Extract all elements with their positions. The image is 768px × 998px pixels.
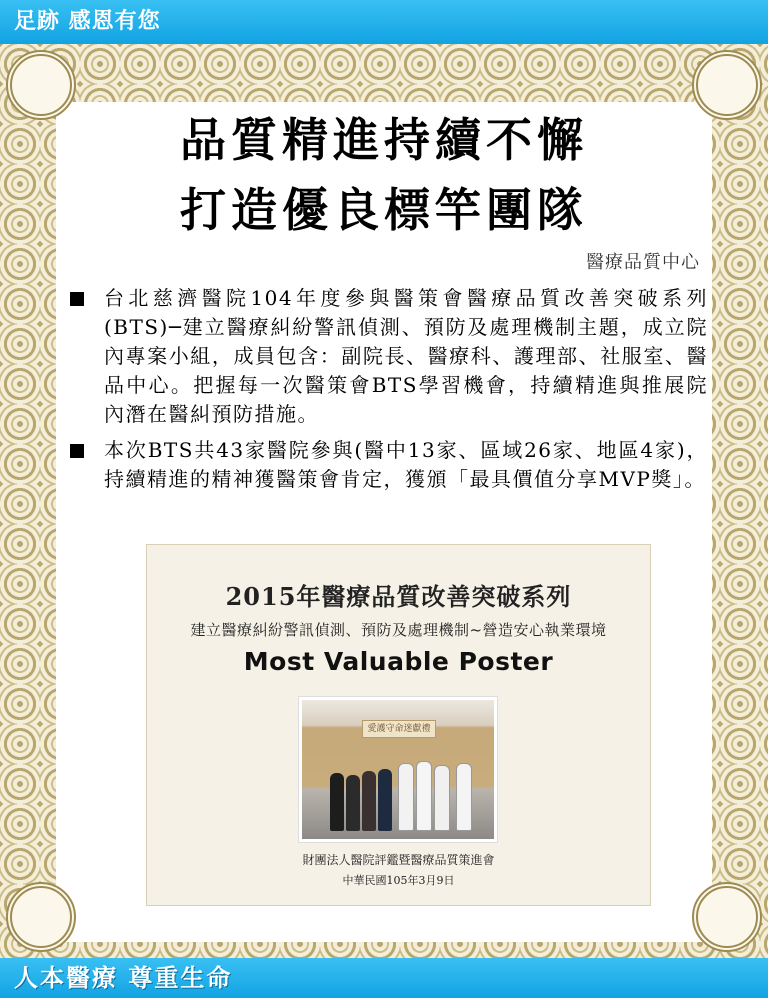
person-figure xyxy=(330,773,344,831)
group-photo-scene xyxy=(302,700,494,839)
certificate-title: 2015年醫療品質改善突破系列 xyxy=(225,582,572,611)
person-figure xyxy=(346,775,360,831)
person-figure xyxy=(398,763,414,831)
bullet-paragraph-2: 本次BTS共43家醫院參與(醫中13家、區域26家、地區4家)，持續精進的精神獲醫策會肯定，獲頒「最具價值分享MVP獎」。 xyxy=(104,438,708,491)
certificate-organization: 財團法人醫院評鑑暨醫療品質策進會 xyxy=(302,853,495,867)
header-slogan-bar xyxy=(0,0,768,44)
bullet-paragraph-1: 台北慈濟醫院104年度參與醫策會醫療品質改善突破系列(BTS)─建立醫療糾紛警訊偵測、預防及處理機制主題，成立院內專案小組，成員包含：副院長、醫療科、護理部、社服室、醫品中心。把握每一次醫策會BTS學習機會，持續精進與推展院內潛在醫糾預防措施。 xyxy=(104,286,708,426)
person-figure xyxy=(434,765,450,831)
article-title-line2: 打造優良標竿團隊 xyxy=(180,183,588,237)
article-title-line1: 品質精進持續不懈 xyxy=(180,113,588,167)
person-figure xyxy=(456,763,472,831)
certificate-award-name: Most Valuable Poster xyxy=(243,647,554,676)
header-slogan: 足跡 感恩有您 xyxy=(14,9,161,34)
corner-ornament-icon xyxy=(6,882,76,952)
photo-wall-sign-text: 愛護守命迷獻禮 xyxy=(367,724,431,734)
person-figure xyxy=(416,761,432,831)
certificate-date: 中華民國105年3月9日 xyxy=(342,874,455,887)
bullet-square-icon xyxy=(70,292,84,306)
certificate-subtitle: 建立醫療糾紛警訊偵測、預防及處理機制~營造安心執業環境 xyxy=(190,621,607,639)
footer-slogan: 人本醫療 尊重生命 xyxy=(14,964,233,992)
corner-ornament-icon xyxy=(692,882,762,952)
award-certificate-photo xyxy=(147,545,650,905)
article-author: 醫療品質中心 xyxy=(586,252,700,273)
bullet-square-icon xyxy=(70,444,84,458)
person-figure xyxy=(362,771,376,831)
photo-wall-sign xyxy=(362,720,436,738)
footer-slogan-bar xyxy=(0,958,768,998)
group-photo xyxy=(299,697,497,842)
person-figure xyxy=(378,769,392,831)
